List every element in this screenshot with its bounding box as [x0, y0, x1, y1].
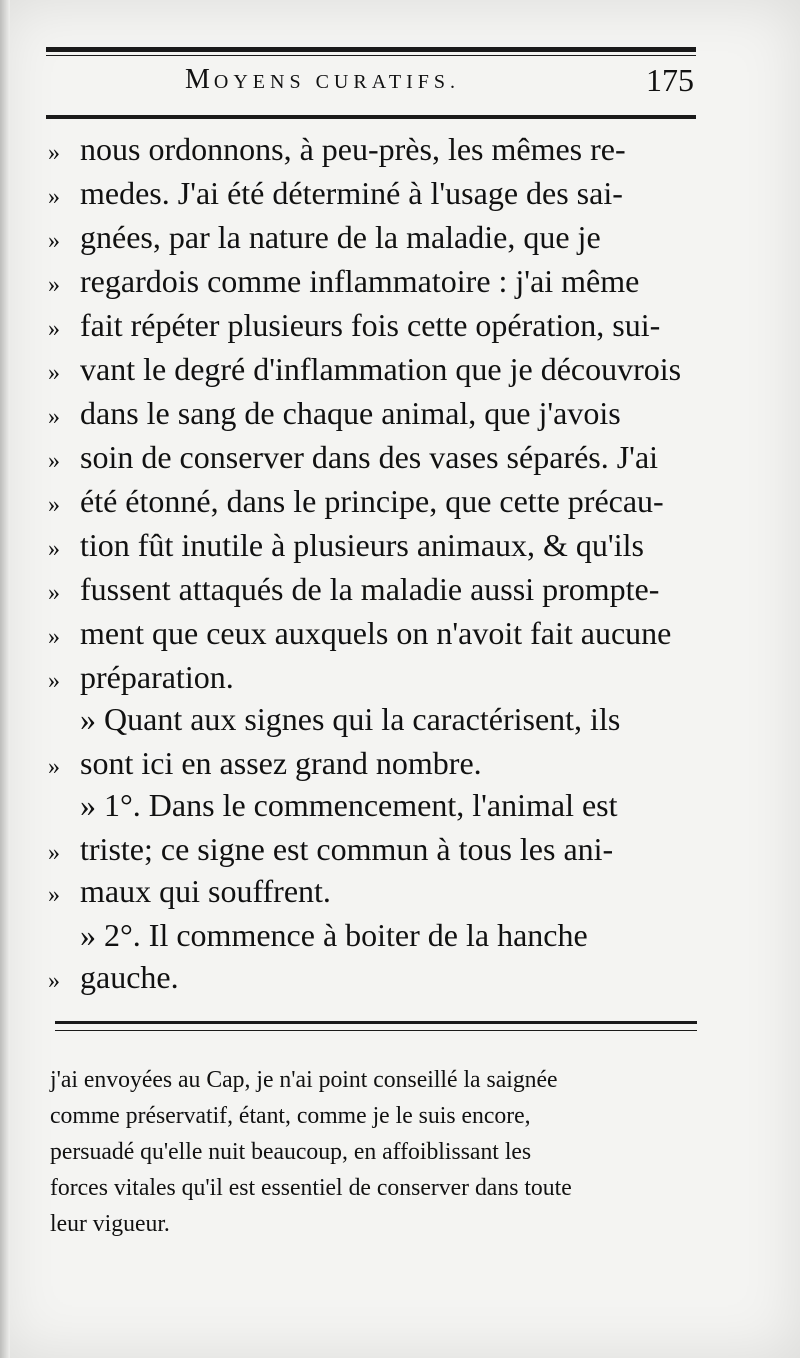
- text-line: [48, 171, 708, 215]
- footnote-line: forces vitales qu'il est essentiel de conserver dans toute: [50, 1175, 572, 1201]
- quote-mark: »: [48, 140, 60, 166]
- running-head-initial: M: [185, 64, 214, 95]
- quote-mark: »: [48, 754, 60, 780]
- line-text: tion fût inutile à plusieurs animaux, & qu'ils: [80, 527, 644, 563]
- line-text: dans le sang de chaque animal, que j'avois: [80, 395, 621, 431]
- quote-mark: »: [48, 492, 60, 518]
- line-text: fussent attaqués de la maladie aussi prompte-: [80, 571, 660, 607]
- line-text: » 2°. Il commence à boiter de la hanche: [80, 917, 588, 953]
- quote-mark: »: [48, 184, 60, 210]
- line-text: sont ici en assez grand nombre.: [80, 745, 482, 781]
- top-rule-thin: [46, 55, 696, 56]
- text-line: [48, 955, 708, 999]
- line-text: nous ordonnons, à peu-près, les mêmes re-: [80, 131, 626, 167]
- quote-mark: »: [48, 404, 60, 430]
- quote-mark: »: [48, 840, 60, 866]
- text-line: [48, 567, 708, 611]
- line-text: vant le degré d'inflammation que je découvrois: [80, 351, 682, 387]
- page-number: 175: [646, 62, 694, 98]
- line-text: triste; ce signe est commun à tous les ani-: [80, 831, 614, 867]
- quote-mark: »: [48, 580, 60, 606]
- text-line: [48, 697, 708, 741]
- line-text: regardois comme inflammatoire : j'ai même: [80, 263, 640, 299]
- line-text: gnées, par la nature de la maladie, que je: [80, 219, 601, 255]
- text-line: [48, 479, 708, 523]
- footnote-rule: [55, 1021, 697, 1024]
- quote-mark: »: [48, 360, 60, 386]
- text-line: [48, 655, 708, 699]
- quote-mark: »: [48, 272, 60, 298]
- text-line: [48, 215, 708, 259]
- quote-mark: »: [48, 228, 60, 254]
- text-line: [48, 523, 708, 567]
- running-head-rest: OYENS CURATIFS.: [213, 71, 461, 93]
- quote-mark: »: [48, 624, 60, 650]
- line-text: » 1°. Dans le commencement, l'animal est: [80, 787, 618, 823]
- quote-mark: »: [48, 968, 60, 994]
- text-line: [48, 391, 708, 435]
- text-line: [48, 347, 708, 391]
- quote-mark: »: [48, 316, 60, 342]
- footnote-rule-thin: [55, 1030, 697, 1031]
- line-text: préparation.: [80, 659, 234, 695]
- quote-mark: »: [48, 536, 60, 562]
- line-text: soin de conserver dans des vases séparés. J'ai: [80, 439, 659, 475]
- text-line: [48, 611, 708, 655]
- text-line: [48, 827, 708, 871]
- line-text: maux qui souffrent.: [80, 873, 331, 909]
- line-text: ment que ceux auxquels on n'avoit fait aucune: [80, 615, 672, 651]
- quote-mark: »: [48, 448, 60, 474]
- footnote-line: persuadé qu'elle nuit beaucoup, en affoiblissant les: [50, 1139, 532, 1165]
- line-text: » Quant aux signes qui la caractérisent, ils: [80, 701, 621, 737]
- text-line: [48, 435, 708, 479]
- text-line: [48, 869, 708, 913]
- text-line: [48, 127, 708, 171]
- footnote-line: j'ai envoyées au Cap, je n'ai point conseillé la saignée: [50, 1067, 558, 1093]
- footnote-line: leur vigueur.: [50, 1211, 170, 1237]
- top-rule: [46, 47, 696, 52]
- running-head: [185, 64, 460, 96]
- line-text: fait répéter plusieurs fois cette opération, sui-: [80, 307, 661, 343]
- quote-mark: »: [48, 668, 60, 694]
- footnote-line: comme préservatif, étant, comme je le suis encore,: [50, 1103, 531, 1129]
- header-rule: [46, 115, 696, 119]
- text-line: [48, 259, 708, 303]
- quote-mark: »: [48, 882, 60, 908]
- page-edge-shadow: [0, 0, 10, 1358]
- line-text: gauche.: [80, 959, 179, 995]
- text-line: [48, 741, 708, 785]
- line-text: medes. J'ai été déterminé à l'usage des sai-: [80, 175, 623, 211]
- line-text: été étonné, dans le principe, que cette précau-: [80, 483, 664, 519]
- text-line: [48, 303, 708, 347]
- text-line: [48, 913, 708, 957]
- text-line: [48, 783, 708, 827]
